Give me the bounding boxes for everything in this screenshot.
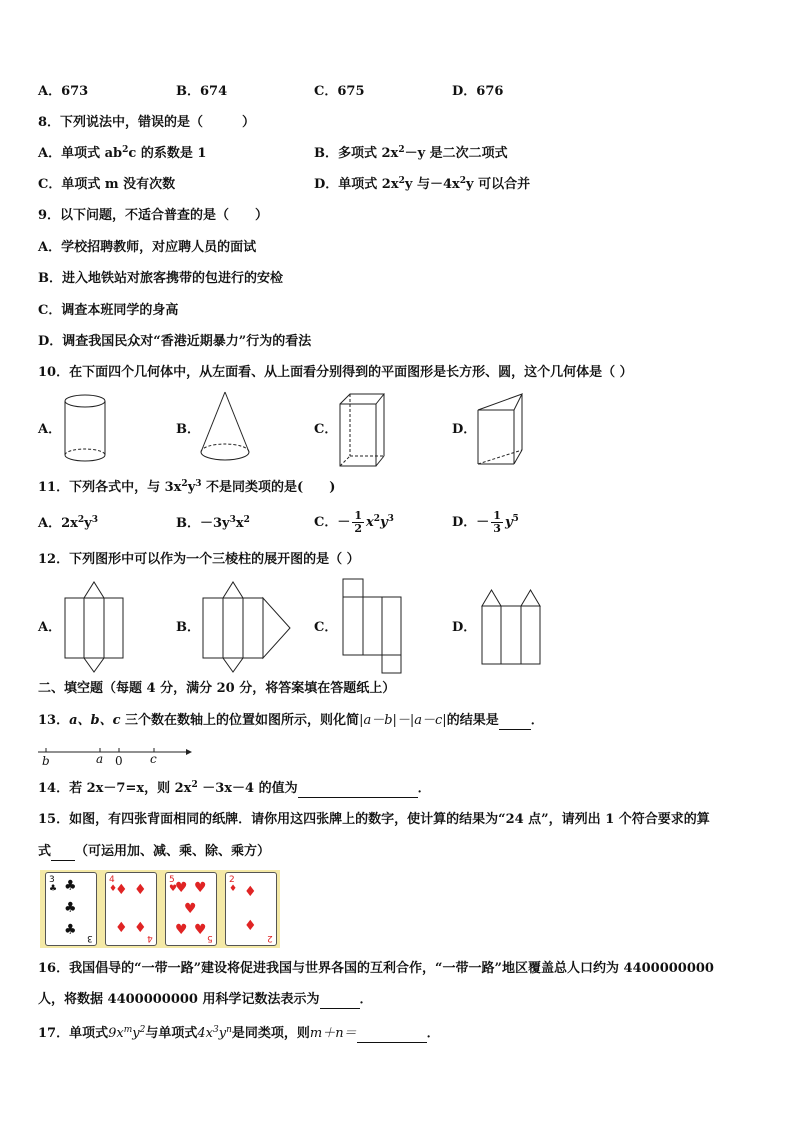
q10-label-a: A． bbox=[38, 422, 62, 437]
net-figure-c bbox=[342, 578, 404, 676]
axis-label-a: a bbox=[96, 752, 104, 766]
q12-label-c: C． bbox=[314, 620, 338, 635]
q11-stem: 11．下列各式中，与 $3x^2y^3$ 不是同类项的是( ) bbox=[38, 479, 336, 495]
q7-option-c: C．675 bbox=[314, 84, 365, 99]
axis-label-zero: 0 bbox=[115, 754, 123, 768]
net-figure-d bbox=[480, 588, 544, 668]
q8-option-c: C．单项式 m 没有次数 bbox=[38, 177, 176, 192]
q7-option-a: A．673 bbox=[38, 84, 89, 99]
card-4-diamonds: 4 ♦ ♦ ♦ ♦ ♦ 4 bbox=[105, 872, 157, 946]
cylinder-figure bbox=[62, 393, 108, 465]
q9-option-b: B．进入地铁站对旅客携带的包进行的安检 bbox=[38, 271, 283, 286]
q15-line-2: 式 （可运用加、减、乘、除、乘方） bbox=[38, 844, 271, 859]
q11-option-b: B．$-3y^3x^2$ bbox=[176, 515, 250, 531]
q9-stem: 9．以下问题，不适合普查的是（ ） bbox=[38, 208, 269, 223]
q16-line-1: 16．我国倡导的“一带一路”建设将促进我国与世界各国的互利合作，“一带一路”地区覆盖总人口约为 4400000000 bbox=[38, 961, 714, 976]
q10-label-c: C． bbox=[314, 422, 338, 437]
q8-option-a: A．单项式 $ab^2c$ 的系数是 1 bbox=[38, 145, 207, 161]
q17-stem: 17．单项式$9x^my^2$与单项式$4x^3y^n$是同类项，则m＋n＝ ． bbox=[38, 1025, 440, 1041]
q8-option-b: B．多项式 $2x^2-y$ 是二次二项式 bbox=[314, 145, 508, 161]
q12-stem: 12．下列图形中可以作为一个三棱柱的展开图的是（ ） bbox=[38, 552, 360, 567]
q11-option-a: A．$2x^2y^3$ bbox=[38, 515, 98, 531]
q11-option-c: C．－ $\frac{1}{2}$ $x^2y^3$ bbox=[314, 509, 394, 535]
q9-option-a: A．学校招聘教师，对应聘人员的面试 bbox=[38, 240, 257, 255]
q12-label-b: B． bbox=[176, 620, 200, 635]
q13-stem: 13．a、b、c 三个数在数轴上的位置如图所示，则化简|a－b|－|a－c|的结果是 ． bbox=[38, 713, 544, 728]
q14-stem: 14．若 2x－7=x，则 $2x^2 -3x-4$ 的值为 ． bbox=[38, 780, 431, 796]
number-line-figure bbox=[36, 744, 192, 770]
q7-option-d: D．676 bbox=[452, 84, 504, 99]
triangular-prism-figure bbox=[474, 390, 526, 468]
card-5-hearts: 5 ♥ ♥ ♥ ♥ ♥ ♥ 5 bbox=[165, 872, 217, 946]
net-figure-a bbox=[64, 580, 124, 674]
q10-stem: 10．在下面四个几何体中，从左面看、从上面看分别得到的平面图形是长方形、圆，这个几何体是（ ） bbox=[38, 365, 633, 380]
q10-label-d: D． bbox=[452, 422, 477, 437]
card-3-clubs: 3 ♣ ♣ ♣ ♣ 3 bbox=[45, 872, 97, 946]
q12-label-a: A． bbox=[38, 620, 62, 635]
axis-label-c: c bbox=[150, 752, 157, 766]
q9-option-c: C．调查本班同学的身高 bbox=[38, 303, 179, 318]
q10-label-b: B． bbox=[176, 422, 200, 437]
q15-line-1: 15．如图，有四张背面相同的纸牌．请你用这四张牌上的数字，使计算的结果为“24 点”，请列出 1 个符合要求的算 bbox=[38, 812, 710, 827]
section-2-heading: 二、填空题（每题 4 分，满分 20 分，将答案填在答题纸上） bbox=[38, 681, 396, 696]
q9-option-d: D．调查我国民众对“香港近期暴力”行为的看法 bbox=[38, 334, 312, 349]
cone-figure bbox=[197, 390, 253, 466]
q16-line-2: 人，将数据 4400000000 用科学记数法表示为 ． bbox=[38, 992, 373, 1007]
axis-label-b: b bbox=[42, 754, 50, 768]
cuboid-figure bbox=[338, 392, 386, 468]
q8-stem: 8．下列说法中，错误的是（ ） bbox=[38, 115, 256, 130]
card-2-diamonds: 2 ♦ ♦ ♦ 2 bbox=[225, 872, 277, 946]
q12-label-d: D． bbox=[452, 620, 477, 635]
q11-option-d: D．－ $\frac{1}{3}$ $y^5$ bbox=[452, 509, 519, 535]
net-figure-b bbox=[202, 580, 294, 674]
q7-option-b: B．674 bbox=[176, 84, 228, 99]
q8-option-d: D．单项式 $2x^2y$ 与$-4x^2y$ 可以合并 bbox=[314, 176, 531, 192]
